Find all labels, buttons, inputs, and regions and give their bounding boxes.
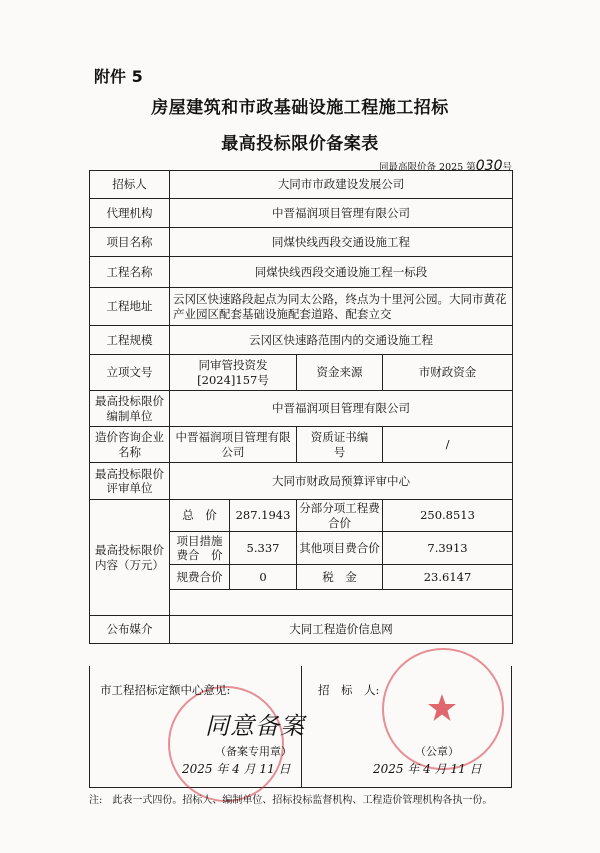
value-cert: / bbox=[383, 427, 513, 463]
label-scale: 工程规模 bbox=[90, 326, 170, 355]
value-scale: 云冈区快速路范围内的交通设施工程 bbox=[170, 326, 513, 355]
label-project-name: 项目名称 bbox=[90, 228, 170, 257]
label-fund-source: 资金来源 bbox=[297, 355, 383, 391]
opinion-label: 市工程招标定额中心意见: bbox=[100, 683, 231, 697]
seal-star-icon bbox=[427, 693, 457, 723]
signature-section bbox=[89, 666, 512, 788]
label-tenderer: 招标人 bbox=[90, 171, 170, 199]
value-fund-source: 市财政资金 bbox=[383, 355, 513, 391]
label-fees: 规费合价 bbox=[170, 565, 230, 590]
label-tax: 税 金 bbox=[297, 565, 383, 590]
label-location: 工程地址 bbox=[90, 288, 170, 326]
value-reviewer: 大同市财政局预算评审中心 bbox=[170, 463, 513, 500]
label-subitems: 分部分项工程费合价 bbox=[297, 500, 383, 532]
blank-cell bbox=[170, 590, 513, 616]
tenderer-date: 2025 年 4 月 11 日 bbox=[373, 762, 482, 776]
row-project-name bbox=[90, 228, 513, 257]
value-total: 287.1943 bbox=[230, 500, 297, 532]
label-cert: 资质证书编 号 bbox=[297, 427, 383, 463]
value-project-name: 同煤快线西段交通设施工程 bbox=[170, 228, 513, 257]
row-scale bbox=[90, 326, 513, 355]
filing-suffix: 号 bbox=[502, 162, 512, 173]
row-work-name bbox=[90, 257, 513, 288]
filing-number-handwritten: 030 bbox=[475, 158, 503, 174]
label-reviewer: 最高投标限价评审单位 bbox=[90, 463, 170, 500]
value-tenderer: 大同市市政建设发展公司 bbox=[170, 171, 513, 199]
value-media: 大同工程造价信息网 bbox=[170, 616, 513, 644]
footnote: 注: 此表一式四份。招标人、编制单位、招标投标监督机构、工程造价管理机构各执一份。 bbox=[89, 795, 493, 806]
row-content-total bbox=[90, 500, 513, 532]
label-compiler: 最高投标限价编制单位 bbox=[90, 391, 170, 427]
filing-prefix: 同最高限价备 2025 第 bbox=[379, 162, 476, 173]
official-seal-note: （公章） bbox=[415, 745, 459, 758]
value-fees: 0 bbox=[230, 565, 297, 590]
value-other: 7.3913 bbox=[383, 532, 513, 565]
label-work-name: 工程名称 bbox=[90, 257, 170, 288]
value-subitems: 250.8513 bbox=[383, 500, 513, 532]
form-title-line1: 房屋建筑和市政基础设施工程施工招标 bbox=[151, 98, 449, 118]
row-consultant bbox=[90, 427, 513, 463]
tenderer-sign-label: 招 标 人: bbox=[318, 683, 380, 697]
value-location: 云冈区快速路段起点为同太公路，终点为十里河公园。大同市黄花产业园区配套基础设施配套道路、配套立交 bbox=[170, 288, 513, 326]
row-compiler bbox=[90, 391, 513, 427]
value-compiler: 中晋福润项目管理有限公司 bbox=[170, 391, 513, 427]
attachment-label: 附件 5 bbox=[94, 67, 143, 86]
value-measures: 5.337 bbox=[230, 532, 297, 565]
row-tenderer bbox=[90, 171, 513, 199]
value-work-name: 同煤快线西段交通设施工程一标段 bbox=[170, 257, 513, 288]
filing-seal-note: （备案专用章） bbox=[215, 745, 292, 758]
value-approval: 同审管投资发[2024]157号 bbox=[170, 355, 297, 391]
value-agency: 中晋福润项目管理有限公司 bbox=[170, 199, 513, 228]
label-consultant: 造价咨询企业名称 bbox=[90, 427, 170, 463]
label-agency: 代理机构 bbox=[90, 199, 170, 228]
row-reviewer bbox=[90, 463, 513, 500]
filing-date: 2025 年 4 月 11 日 bbox=[182, 762, 291, 776]
value-consultant: 中晋福润项目管理有限公司 bbox=[170, 427, 297, 463]
label-other: 其他项目费合价 bbox=[297, 532, 383, 565]
filing-table bbox=[89, 170, 513, 644]
label-total: 总 价 bbox=[170, 500, 230, 532]
row-agency bbox=[90, 199, 513, 228]
approval-handwriting: 同意备案 bbox=[205, 712, 305, 740]
label-content: 最高投标限价内容（万元） bbox=[90, 500, 170, 616]
value-tax: 23.6147 bbox=[383, 565, 513, 590]
row-media bbox=[90, 616, 513, 644]
row-approval bbox=[90, 355, 513, 391]
row-location bbox=[90, 288, 513, 326]
label-approval: 立项文号 bbox=[90, 355, 170, 391]
label-media: 公布媒介 bbox=[90, 616, 170, 644]
label-measures: 项目措施费合 价 bbox=[170, 532, 230, 565]
form-title-line2: 最高投标限价备案表 bbox=[221, 134, 379, 154]
